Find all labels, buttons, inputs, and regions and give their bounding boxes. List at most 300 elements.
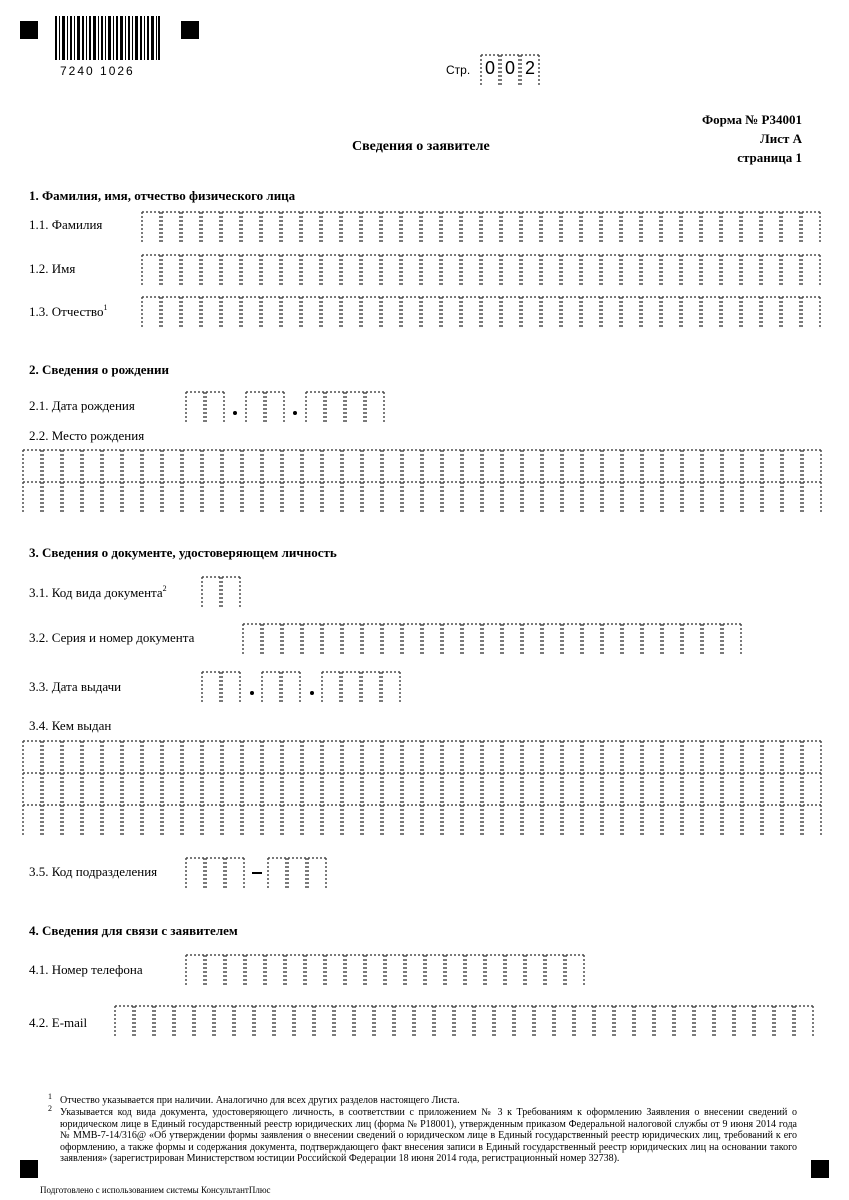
char-cell[interactable] (442, 481, 462, 513)
char-cell[interactable] (802, 449, 822, 481)
char-cell[interactable] (242, 772, 262, 804)
char-cell[interactable] (321, 296, 341, 328)
char-cell[interactable] (362, 772, 382, 804)
issued-by-input-line-2[interactable] (22, 772, 822, 804)
char-cell[interactable] (602, 740, 622, 772)
char-cell[interactable] (482, 740, 502, 772)
char-cell[interactable] (222, 740, 242, 772)
name-input[interactable] (141, 254, 821, 286)
char-cell[interactable] (205, 954, 225, 986)
char-cell[interactable] (241, 254, 261, 286)
char-cell[interactable] (422, 772, 442, 804)
char-cell[interactable] (734, 1005, 754, 1037)
char-cell[interactable] (325, 391, 345, 423)
char-cell[interactable] (401, 211, 421, 243)
char-cell[interactable] (162, 740, 182, 772)
char-cell[interactable] (421, 211, 441, 243)
char-cell[interactable] (802, 804, 822, 836)
char-cell[interactable] (482, 772, 502, 804)
char-cell[interactable] (614, 1005, 634, 1037)
char-cell[interactable] (222, 804, 242, 836)
char-cell[interactable] (341, 671, 361, 703)
char-cell[interactable] (662, 804, 682, 836)
char-cell[interactable] (562, 740, 582, 772)
char-cell[interactable] (621, 211, 641, 243)
char-cell[interactable] (561, 296, 581, 328)
char-cell[interactable] (782, 481, 802, 513)
char-cell[interactable] (662, 481, 682, 513)
char-cell[interactable] (425, 954, 445, 986)
char-cell[interactable] (602, 449, 622, 481)
char-cell[interactable] (82, 481, 102, 513)
char-cell[interactable] (601, 296, 621, 328)
char-cell[interactable] (441, 296, 461, 328)
char-cell[interactable] (421, 296, 441, 328)
char-cell[interactable] (801, 211, 821, 243)
char-cell[interactable] (262, 804, 282, 836)
char-cell[interactable] (642, 481, 662, 513)
char-cell[interactable] (294, 1005, 314, 1037)
char-cell[interactable] (281, 296, 301, 328)
char-cell[interactable] (262, 481, 282, 513)
char-cell[interactable] (365, 954, 385, 986)
char-cell[interactable] (522, 772, 542, 804)
char-cell[interactable] (282, 481, 302, 513)
char-cell[interactable] (382, 449, 402, 481)
char-cell[interactable] (22, 481, 42, 513)
char-cell[interactable] (302, 740, 322, 772)
char-cell[interactable] (621, 254, 641, 286)
char-cell[interactable] (102, 772, 122, 804)
char-cell[interactable] (582, 623, 602, 655)
char-cell[interactable] (754, 1005, 774, 1037)
char-cell[interactable] (502, 804, 522, 836)
char-cell[interactable] (721, 211, 741, 243)
char-cell[interactable] (282, 772, 302, 804)
char-cell[interactable] (481, 296, 501, 328)
char-cell[interactable] (594, 1005, 614, 1037)
char-cell[interactable] (441, 211, 461, 243)
char-cell[interactable] (161, 211, 181, 243)
char-cell[interactable] (402, 772, 422, 804)
char-cell[interactable] (702, 449, 722, 481)
char-cell[interactable] (102, 740, 122, 772)
char-cell[interactable] (254, 1005, 274, 1037)
char-cell[interactable] (241, 296, 261, 328)
char-cell[interactable] (662, 772, 682, 804)
char-cell[interactable] (622, 772, 642, 804)
char-cell[interactable] (221, 671, 241, 703)
char-cell[interactable] (42, 449, 62, 481)
char-cell[interactable] (245, 954, 265, 986)
char-cell[interactable] (622, 481, 642, 513)
char-cell[interactable] (62, 772, 82, 804)
char-cell[interactable] (302, 481, 322, 513)
char-cell[interactable] (462, 772, 482, 804)
char-cell[interactable] (302, 623, 322, 655)
char-cell[interactable] (221, 254, 241, 286)
char-cell[interactable] (462, 481, 482, 513)
char-cell[interactable] (502, 623, 522, 655)
char-cell[interactable] (562, 481, 582, 513)
char-cell[interactable] (262, 623, 282, 655)
char-cell[interactable] (405, 954, 425, 986)
char-cell[interactable] (162, 481, 182, 513)
char-cell[interactable] (322, 804, 342, 836)
char-cell[interactable] (201, 671, 221, 703)
char-cell[interactable] (341, 296, 361, 328)
char-cell[interactable] (274, 1005, 294, 1037)
char-cell[interactable] (161, 254, 181, 286)
char-cell[interactable] (762, 481, 782, 513)
char-cell[interactable] (781, 254, 801, 286)
char-cell[interactable] (242, 740, 262, 772)
char-cell[interactable] (122, 804, 142, 836)
char-cell[interactable] (501, 254, 521, 286)
char-cell[interactable] (702, 740, 722, 772)
char-cell[interactable] (265, 954, 285, 986)
char-cell[interactable] (582, 772, 602, 804)
char-cell[interactable] (114, 1005, 134, 1037)
char-cell[interactable] (22, 740, 42, 772)
char-cell[interactable] (221, 576, 241, 608)
char-cell[interactable] (422, 449, 442, 481)
char-cell[interactable] (82, 449, 102, 481)
char-cell[interactable] (534, 1005, 554, 1037)
char-cell[interactable] (301, 254, 321, 286)
char-cell[interactable] (441, 254, 461, 286)
char-cell[interactable] (225, 954, 245, 986)
char-cell[interactable] (382, 623, 402, 655)
char-cell[interactable] (722, 772, 742, 804)
char-cell[interactable] (741, 296, 761, 328)
char-cell[interactable] (382, 804, 402, 836)
char-cell[interactable] (185, 391, 205, 423)
char-cell[interactable] (682, 740, 702, 772)
char-cell[interactable] (541, 296, 561, 328)
char-cell[interactable] (454, 1005, 474, 1037)
char-cell[interactable] (582, 804, 602, 836)
char-cell[interactable] (682, 449, 702, 481)
birth-date-month-input[interactable] (245, 391, 285, 423)
char-cell[interactable] (782, 804, 802, 836)
char-cell[interactable] (462, 740, 482, 772)
char-cell[interactable] (542, 772, 562, 804)
char-cell[interactable] (381, 671, 401, 703)
char-cell[interactable] (541, 254, 561, 286)
char-cell[interactable] (222, 481, 242, 513)
char-cell[interactable] (321, 671, 341, 703)
char-cell[interactable] (287, 857, 307, 889)
char-cell[interactable] (362, 481, 382, 513)
issued-by-input-line-3[interactable] (22, 804, 822, 836)
char-cell[interactable] (182, 481, 202, 513)
char-cell[interactable] (305, 391, 325, 423)
char-cell[interactable] (662, 623, 682, 655)
char-cell[interactable] (281, 671, 301, 703)
char-cell[interactable] (402, 623, 422, 655)
char-cell[interactable] (122, 449, 142, 481)
char-cell[interactable] (802, 481, 822, 513)
char-cell[interactable] (442, 623, 462, 655)
char-cell[interactable] (22, 804, 42, 836)
char-cell[interactable] (762, 449, 782, 481)
char-cell[interactable] (505, 954, 525, 986)
char-cell[interactable] (302, 772, 322, 804)
char-cell[interactable] (681, 211, 701, 243)
char-cell[interactable] (682, 804, 702, 836)
char-cell[interactable] (361, 671, 381, 703)
char-cell[interactable] (582, 740, 602, 772)
document-code-input[interactable] (201, 576, 241, 608)
char-cell[interactable] (122, 772, 142, 804)
char-cell[interactable] (162, 449, 182, 481)
char-cell[interactable] (82, 804, 102, 836)
char-cell[interactable] (461, 254, 481, 286)
char-cell[interactable] (242, 481, 262, 513)
char-cell[interactable] (342, 804, 362, 836)
char-cell[interactable] (162, 772, 182, 804)
char-cell[interactable] (521, 296, 541, 328)
char-cell[interactable] (305, 954, 325, 986)
char-cell[interactable] (602, 804, 622, 836)
char-cell[interactable] (201, 254, 221, 286)
char-cell[interactable] (282, 449, 302, 481)
char-cell[interactable] (221, 296, 241, 328)
char-cell[interactable] (381, 254, 401, 286)
char-cell[interactable] (545, 954, 565, 986)
char-cell[interactable] (682, 772, 702, 804)
char-cell[interactable] (242, 449, 262, 481)
char-cell[interactable] (322, 740, 342, 772)
char-cell[interactable] (742, 481, 762, 513)
char-cell[interactable] (42, 740, 62, 772)
char-cell[interactable] (194, 1005, 214, 1037)
char-cell[interactable] (502, 449, 522, 481)
char-cell[interactable] (542, 740, 562, 772)
char-cell[interactable] (642, 772, 662, 804)
char-cell[interactable] (561, 254, 581, 286)
char-cell[interactable] (485, 954, 505, 986)
char-cell[interactable] (721, 296, 741, 328)
division-code-part-2-input[interactable] (267, 857, 327, 889)
char-cell[interactable] (642, 449, 662, 481)
char-cell[interactable] (402, 449, 422, 481)
char-cell[interactable] (261, 254, 281, 286)
char-cell[interactable] (221, 211, 241, 243)
char-cell[interactable] (682, 481, 702, 513)
char-cell[interactable] (634, 1005, 654, 1037)
char-cell[interactable] (525, 954, 545, 986)
char-cell[interactable] (141, 296, 161, 328)
char-cell[interactable] (302, 449, 322, 481)
char-cell[interactable] (801, 296, 821, 328)
char-cell[interactable] (362, 449, 382, 481)
char-cell[interactable] (182, 449, 202, 481)
char-cell[interactable] (521, 211, 541, 243)
char-cell[interactable] (662, 740, 682, 772)
birth-date-year-input[interactable] (305, 391, 385, 423)
char-cell[interactable] (462, 449, 482, 481)
char-cell[interactable] (562, 449, 582, 481)
char-cell[interactable] (482, 449, 502, 481)
char-cell[interactable] (694, 1005, 714, 1037)
char-cell[interactable] (542, 804, 562, 836)
birth-place-input-line-2[interactable] (22, 481, 822, 513)
char-cell[interactable] (82, 740, 102, 772)
char-cell[interactable] (365, 391, 385, 423)
char-cell[interactable] (382, 481, 402, 513)
char-cell[interactable] (742, 772, 762, 804)
char-cell[interactable] (402, 804, 422, 836)
char-cell[interactable] (622, 623, 642, 655)
char-cell[interactable] (341, 254, 361, 286)
char-cell[interactable] (265, 391, 285, 423)
char-cell[interactable] (442, 804, 462, 836)
char-cell[interactable] (761, 211, 781, 243)
char-cell[interactable] (361, 254, 381, 286)
char-cell[interactable] (502, 481, 522, 513)
char-cell[interactable] (62, 740, 82, 772)
char-cell[interactable] (581, 296, 601, 328)
char-cell[interactable] (202, 481, 222, 513)
char-cell[interactable] (414, 1005, 434, 1037)
issued-by-input-line-1[interactable] (22, 740, 822, 772)
char-cell[interactable] (362, 740, 382, 772)
char-cell[interactable] (794, 1005, 814, 1037)
char-cell[interactable] (62, 481, 82, 513)
issue-date-month-input[interactable] (261, 671, 301, 703)
char-cell[interactable] (482, 804, 502, 836)
char-cell[interactable] (742, 740, 762, 772)
char-cell[interactable] (622, 449, 642, 481)
char-cell[interactable] (154, 1005, 174, 1037)
char-cell[interactable] (445, 954, 465, 986)
char-cell[interactable] (442, 449, 462, 481)
char-cell[interactable] (561, 211, 581, 243)
char-cell[interactable] (322, 481, 342, 513)
char-cell[interactable] (782, 772, 802, 804)
char-cell[interactable] (574, 1005, 594, 1037)
char-cell[interactable] (62, 804, 82, 836)
char-cell[interactable] (582, 481, 602, 513)
birth-place-input-line-1[interactable] (22, 449, 822, 481)
char-cell[interactable] (682, 623, 702, 655)
char-cell[interactable] (205, 857, 225, 889)
char-cell[interactable] (181, 254, 201, 286)
char-cell[interactable] (142, 804, 162, 836)
char-cell[interactable] (325, 954, 345, 986)
char-cell[interactable] (214, 1005, 234, 1037)
char-cell[interactable] (202, 740, 222, 772)
birth-date-day-input[interactable] (185, 391, 225, 423)
char-cell[interactable] (362, 623, 382, 655)
char-cell[interactable] (762, 772, 782, 804)
char-cell[interactable] (262, 449, 282, 481)
char-cell[interactable] (385, 954, 405, 986)
char-cell[interactable] (185, 857, 205, 889)
patronymic-input[interactable] (141, 296, 821, 328)
char-cell[interactable] (662, 449, 682, 481)
document-number-input[interactable] (242, 623, 742, 655)
char-cell[interactable] (474, 1005, 494, 1037)
char-cell[interactable] (354, 1005, 374, 1037)
char-cell[interactable] (182, 740, 202, 772)
char-cell[interactable] (522, 481, 542, 513)
char-cell[interactable] (442, 772, 462, 804)
char-cell[interactable] (122, 740, 142, 772)
char-cell[interactable] (345, 954, 365, 986)
char-cell[interactable] (702, 481, 722, 513)
char-cell[interactable] (141, 254, 161, 286)
char-cell[interactable] (134, 1005, 154, 1037)
char-cell[interactable] (601, 211, 621, 243)
char-cell[interactable] (641, 296, 661, 328)
char-cell[interactable] (281, 254, 301, 286)
char-cell[interactable] (141, 211, 161, 243)
char-cell[interactable] (201, 211, 221, 243)
char-cell[interactable] (267, 857, 287, 889)
char-cell[interactable] (674, 1005, 694, 1037)
char-cell[interactable] (242, 623, 262, 655)
division-code-part-1-input[interactable] (185, 857, 245, 889)
char-cell[interactable] (782, 449, 802, 481)
char-cell[interactable] (42, 481, 62, 513)
char-cell[interactable] (661, 296, 681, 328)
char-cell[interactable] (681, 254, 701, 286)
char-cell[interactable] (342, 772, 362, 804)
char-cell[interactable] (102, 481, 122, 513)
char-cell[interactable] (514, 1005, 534, 1037)
phone-input[interactable] (185, 954, 585, 986)
char-cell[interactable] (281, 211, 301, 243)
char-cell[interactable] (361, 211, 381, 243)
char-cell[interactable] (382, 772, 402, 804)
char-cell[interactable] (782, 740, 802, 772)
char-cell[interactable] (774, 1005, 794, 1037)
char-cell[interactable] (382, 740, 402, 772)
char-cell[interactable] (22, 449, 42, 481)
char-cell[interactable] (345, 391, 365, 423)
char-cell[interactable] (681, 296, 701, 328)
char-cell[interactable] (542, 449, 562, 481)
char-cell[interactable] (362, 804, 382, 836)
char-cell[interactable] (742, 804, 762, 836)
char-cell[interactable] (422, 481, 442, 513)
char-cell[interactable] (245, 391, 265, 423)
char-cell[interactable] (202, 449, 222, 481)
char-cell[interactable] (322, 772, 342, 804)
issue-date-day-input[interactable] (201, 671, 241, 703)
char-cell[interactable] (182, 804, 202, 836)
surname-input[interactable] (141, 211, 821, 243)
char-cell[interactable] (381, 211, 401, 243)
char-cell[interactable] (465, 954, 485, 986)
char-cell[interactable] (282, 804, 302, 836)
char-cell[interactable] (122, 481, 142, 513)
char-cell[interactable] (741, 211, 761, 243)
char-cell[interactable] (201, 296, 221, 328)
char-cell[interactable] (102, 449, 122, 481)
char-cell[interactable] (381, 296, 401, 328)
char-cell[interactable] (422, 804, 442, 836)
char-cell[interactable] (442, 740, 462, 772)
char-cell[interactable] (582, 449, 602, 481)
char-cell[interactable] (401, 254, 421, 286)
char-cell[interactable] (722, 623, 742, 655)
char-cell[interactable] (181, 296, 201, 328)
char-cell[interactable] (761, 254, 781, 286)
